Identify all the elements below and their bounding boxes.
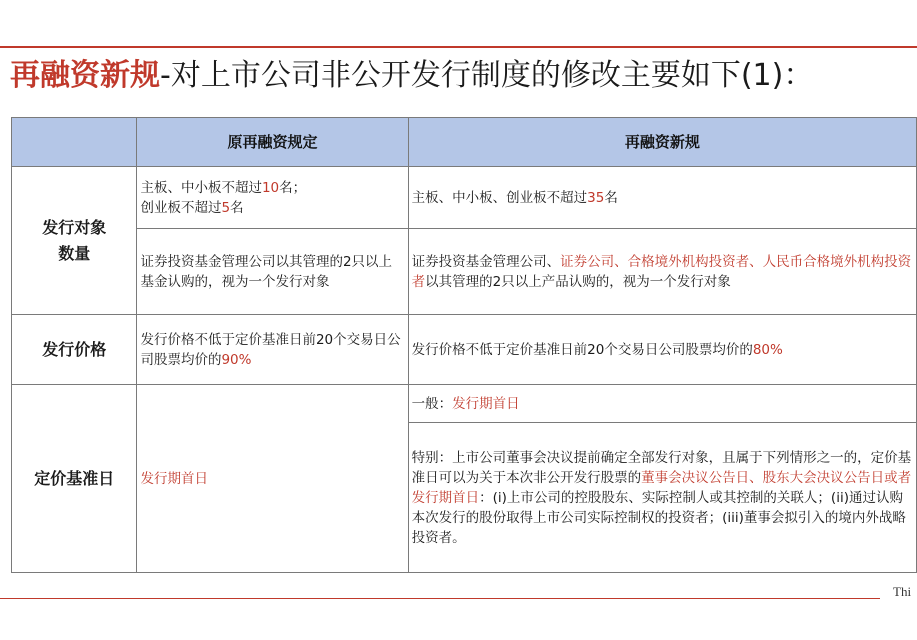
row-label-issue-price: 发行价格 <box>12 315 137 385</box>
header-old-rules: 原再融资规定 <box>137 118 408 167</box>
old-price-cell <box>137 315 408 385</box>
cell-text: 主板、中小板、创业板不超过 <box>411 189 588 206</box>
footer-brand: Thi <box>893 584 912 599</box>
highlight-value: 35 <box>587 189 605 206</box>
highlight-value: 80% <box>752 341 783 358</box>
page-title <box>10 56 813 96</box>
cell-text: 证券投资基金管理公司、 <box>411 253 561 270</box>
cell-text: 主板、中小板不超过 <box>140 179 262 196</box>
highlight-text: 董事会决议公告日、股东大会决议公告日或者发行期首日 <box>411 469 912 506</box>
new-pricing-special-cell <box>408 423 916 573</box>
highlight-value: 10 <box>261 179 280 196</box>
table-row <box>12 385 917 423</box>
cell-text: ：(i)上市公司的控股股东、实际控制人或其控制的关联人；(ii)通过认购本次发行的股份取得上市公司实际控制权的投资者；(iii)董事会拟引入的境内外战略投资者。 <box>411 489 906 546</box>
cell-text: 名； <box>279 179 307 196</box>
new-price-cell <box>408 315 916 385</box>
row-label-line: 发行对象 <box>42 217 107 237</box>
cell-text: 一般： <box>411 395 453 412</box>
title-rest: -对上市公司非公开发行制度的修改主要如下(1)： <box>160 58 814 93</box>
row-label-issue-count <box>12 167 137 315</box>
highlight-text: 发行期首日 <box>452 395 520 412</box>
cell-text: 名 <box>230 199 244 216</box>
new-limit-cell <box>408 167 916 229</box>
highlight-value: 5 <box>221 199 231 216</box>
row-label-pricing-date: 定价基准日 <box>12 385 137 573</box>
old-fund-cell: 证券投资基金管理公司以其管理的2只以上基金认购的，视为一个发行对象 <box>137 229 408 315</box>
table-row <box>12 315 917 385</box>
cell-text: 创业板不超过 <box>140 199 222 216</box>
comparison-table <box>11 117 917 573</box>
top-divider <box>0 46 917 48</box>
row-label-line: 数量 <box>58 243 91 263</box>
cell-text: 发行价格不低于定价基准日前20个交易日公司股票均价的 <box>411 341 753 358</box>
highlight-text: 证券公司、合格境外机构投资者、人民币合格境外机构投资者 <box>411 253 912 290</box>
table-row <box>12 229 917 315</box>
highlight-value: 90% <box>221 351 252 368</box>
header-new-rules: 再融资新规 <box>408 118 916 167</box>
new-fund-cell <box>408 229 916 315</box>
title-highlight: 再融资新规 <box>10 58 160 93</box>
cell-text: 名 <box>604 189 618 206</box>
old-limit-cell <box>137 167 408 229</box>
cell-text: 以其管理的2只以上产品认购的，视为一个发行对象 <box>425 273 731 290</box>
cell-text: 特别：上市公司董事会决议提前确定全部发行对象，且属于下列情形之一的，定价基准日可以为关于本次非公开发行股票的 <box>411 449 912 486</box>
new-pricing-general-cell <box>408 385 916 423</box>
bottom-divider <box>0 598 880 599</box>
old-pricing-cell: 发行期首日 <box>137 385 408 573</box>
cell-text: 发行价格不低于定价基准日前20个交易日公司股票均价的 <box>140 331 401 368</box>
table-row <box>12 167 917 229</box>
header-blank <box>12 118 137 167</box>
table-header-row <box>12 118 917 167</box>
